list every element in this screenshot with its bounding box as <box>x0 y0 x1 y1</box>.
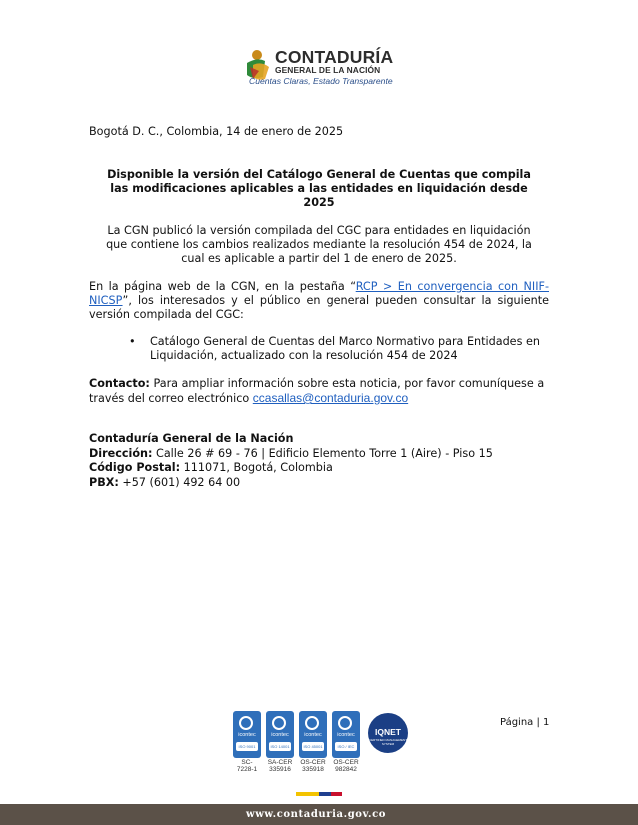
contact-email-link[interactable]: ccasallas@contaduria.gov.co <box>252 391 409 405</box>
postal-label: Código Postal: <box>89 461 181 474</box>
pbx-value: +57 (601) 492 64 00 <box>122 475 241 489</box>
address-value: Calle 26 # 69 - 76 | Edificio Elemento Torre 1 (Aire) - Piso 15 <box>156 446 493 460</box>
iqnet-logo-icon <box>368 713 408 753</box>
cert-code-line: 335918 <box>302 766 324 773</box>
bullet-icon: • <box>129 335 136 348</box>
cert-brand: icontec <box>304 732 322 738</box>
headline-line: las modificaciones aplicables a las entidades en liquidación desde <box>110 182 528 195</box>
body-text-before-link: En la página web de la CGN, en la pestaña “ <box>89 280 356 293</box>
cert-code-line: 335916 <box>269 766 291 773</box>
cert-code-line: SA-CER <box>267 759 293 766</box>
cert-code <box>265 759 295 773</box>
pbx-label: PBX: <box>89 475 119 489</box>
cert-iso: ISO 45001 <box>303 744 323 749</box>
lead-line: que contiene los cambios realizados mediante la resolución 454 de 2024, la <box>106 238 532 251</box>
logo-subtitle: GENERAL DE LA NACIÓN <box>275 65 381 75</box>
contact-text: Para ampliar información sobre esta noticia, por favor comuníquese a través del correo electrónico <box>89 377 545 405</box>
cert-brand: icontec <box>238 732 256 738</box>
cert-code-line: 7228-1 <box>236 766 258 773</box>
cert-code-line: 982842 <box>335 766 357 773</box>
body-text-after-link: ”, los interesados y el público en general pueden consultar la siguiente versión compilada del CGC: <box>89 294 549 321</box>
cgn-logo <box>243 45 403 89</box>
certification-logos <box>233 711 413 775</box>
page-number: Página | 1 <box>500 717 550 728</box>
iqnet-sub: CERTIFIED MANAGEMENT SYSTEM <box>368 738 408 746</box>
org-name: Contaduría General de la Nación <box>89 432 294 445</box>
lead-paragraph <box>104 224 534 266</box>
contact-paragraph <box>89 377 549 406</box>
rcp-niif-nicsp-link[interactable]: RCP > En convergencia con NIIF-NICSP <box>89 280 549 307</box>
headline-line: 2025 <box>303 196 335 209</box>
address-label: Dirección: <box>89 446 153 460</box>
logo-title: CONTADURÍA <box>275 47 394 67</box>
icontec-cert-icon <box>233 711 261 758</box>
headline <box>104 168 534 210</box>
cert-code-line: SC- <box>241 759 253 766</box>
cert-code-line: OS-CER <box>333 759 359 766</box>
cert-code-line: OS-CER <box>300 759 326 766</box>
org-info <box>89 432 559 490</box>
icontec-cert-icon <box>332 711 360 758</box>
lead-line: La CGN publicó la versión compilada del CGC para entidades en liquidación <box>107 224 531 237</box>
cert-iso: ISO / IEC 27001 <box>335 742 357 751</box>
lead-line: cual es aplicable a partir del 1 de enero de 2025. <box>181 252 457 265</box>
cert-code <box>331 759 361 773</box>
cert-brand: icontec <box>271 732 289 738</box>
contact-label: Contacto: <box>89 377 150 390</box>
cert-iso: ISO 14001 <box>270 744 290 749</box>
logo-tagline: Cuentas Claras, Estado Transparente <box>249 76 393 86</box>
iqnet-label: IQNET <box>375 727 401 737</box>
date-line: Bogotá D. C., Colombia, 14 de enero de 2025 <box>89 125 344 138</box>
icontec-cert-icon <box>266 711 294 758</box>
postal-value: 111071, Bogotá, Colombia <box>183 461 333 474</box>
cert-brand: icontec <box>337 732 355 738</box>
icontec-cert-icon <box>299 711 327 758</box>
colombia-flag-bar <box>296 792 342 796</box>
cert-code <box>298 759 328 773</box>
bullet-item: Catálogo General de Cuentas del Marco Normativo para Entidades en Liquidación, actualizado con la resolución 454 de 2024 <box>150 335 540 362</box>
body-paragraph <box>89 280 549 322</box>
headline-line: Disponible la versión del Catálogo General de Cuentas que compila <box>107 168 531 181</box>
cert-iso: ISO 9001 <box>236 742 258 751</box>
cert-code <box>232 759 262 773</box>
footer-website: www.contaduria.gov.co <box>246 809 387 820</box>
